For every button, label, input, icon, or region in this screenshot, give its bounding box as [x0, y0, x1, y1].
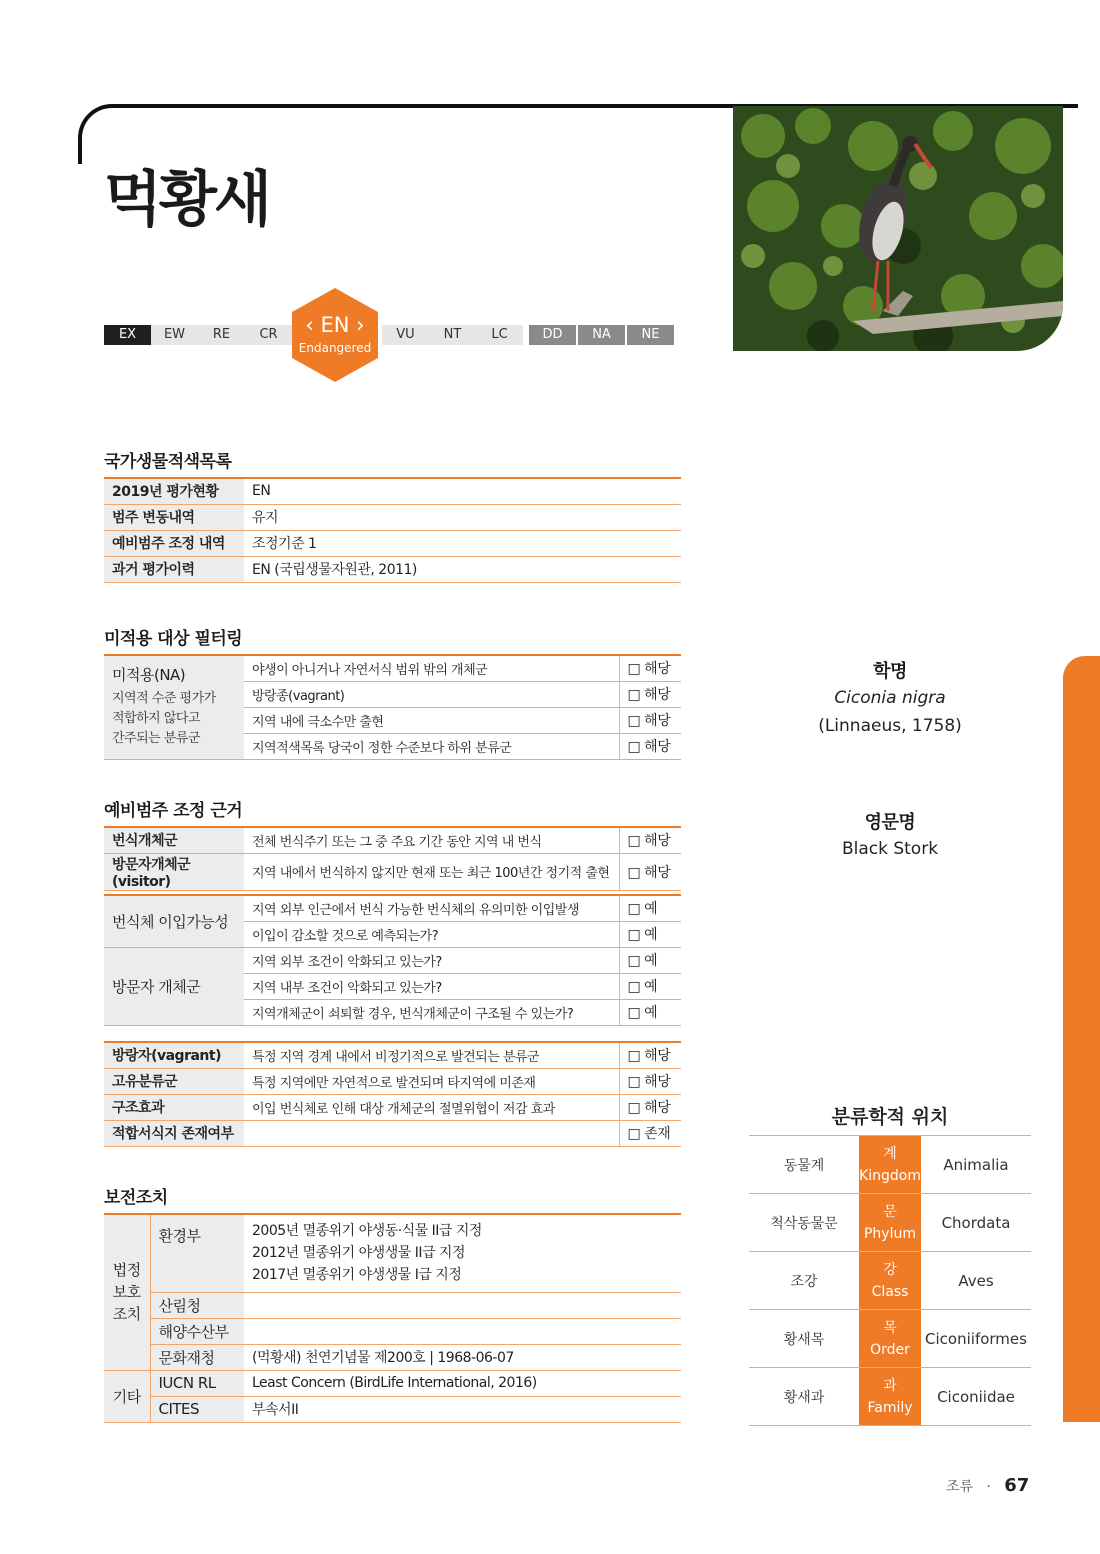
- rank-ko: 강: [883, 1261, 897, 1278]
- scientific-author: (Linnaeus, 1758): [818, 716, 962, 736]
- adjust-heading: 예비범주 조정 근거: [104, 801, 243, 821]
- na-label-cell: [104, 655, 244, 759]
- taxon-name: Ciconiiformes: [925, 1329, 1027, 1348]
- row-text: 전체 번식주기 또는 그 중 주요 기간 동안 지역 내 번식: [244, 827, 619, 853]
- checkbox-haedang[interactable]: □ 해당: [619, 1094, 681, 1120]
- rank-en: Kingdom: [859, 1167, 921, 1184]
- iucn-value: Least Concern (BirdLife International, 2016): [244, 1370, 681, 1396]
- adjust-table-1: [104, 826, 681, 891]
- rank-ko: 계: [883, 1145, 897, 1162]
- checkbox-jonjae[interactable]: □ 존재: [619, 1120, 681, 1146]
- forest-label: 산림청: [150, 1292, 244, 1318]
- table-row: [104, 895, 681, 921]
- row-text: 야생이 아니거나 자연서식 범위 밖의 개체군: [244, 655, 619, 681]
- taxonomy-row-kingdom: [749, 1136, 1031, 1194]
- category-ew: EW: [151, 325, 198, 345]
- na-sublabel: 지역적 수준 평가가: [112, 691, 216, 706]
- row-label: 방랑자(vagrant): [104, 1042, 244, 1068]
- row-text: 지역적색목록 당국이 정한 수준보다 하위 분류군: [244, 733, 619, 759]
- row-text: 이입 번식체로 인해 대상 개체군의 절멸위협이 저감 효과: [244, 1094, 619, 1120]
- row-text: [244, 1120, 619, 1146]
- category-dd: DD: [529, 325, 576, 345]
- national-redlist-heading: 국가생물적색목록: [104, 452, 232, 472]
- taxonomy-row-phylum: [749, 1194, 1031, 1252]
- na-sublabel: 적합하지 않다고: [112, 711, 201, 726]
- table-row: [104, 827, 681, 853]
- env-value: [244, 1214, 681, 1292]
- english-heading: 영문명: [864, 812, 916, 833]
- table-row: [104, 530, 681, 556]
- checkbox-ye[interactable]: □ 예: [619, 921, 681, 947]
- table-row: [104, 478, 681, 504]
- checkbox-haedang[interactable]: □ 해당: [619, 681, 681, 707]
- en-badge-label: ‹ EN ›: [305, 313, 365, 337]
- taxon-name: Ciconiidae: [937, 1387, 1015, 1406]
- table-row: [104, 1292, 681, 1318]
- english-name: Black Stork: [841, 839, 939, 859]
- category-lc: LC: [476, 325, 523, 345]
- row-label: 방문자개체군(visitor): [104, 853, 244, 890]
- env-line: 2017년 멸종위기 야생생물 I급 지정: [252, 1267, 462, 1284]
- legal-label: 보호: [112, 1283, 141, 1302]
- row-text: 특정 지역 경계 내에서 비정기적으로 발견되는 분류군: [244, 1042, 619, 1068]
- national-redlist-table: [104, 477, 681, 583]
- en-badge-full: Endangered: [298, 341, 372, 355]
- taxonomy-heading: 분류학적 위치: [831, 1106, 949, 1128]
- checkbox-ye[interactable]: □ 예: [619, 973, 681, 999]
- taxon-ko: 조강: [790, 1273, 818, 1290]
- row-text: 이입이 감소할 것으로 예측되는가?: [244, 921, 619, 947]
- conservation-heading: 보전조치: [104, 1188, 168, 1208]
- checkbox-haedang[interactable]: □ 해당: [619, 1042, 681, 1068]
- category-ex: EX: [104, 325, 151, 345]
- rank-cell: [859, 1310, 921, 1367]
- rank-cell: [859, 1252, 921, 1309]
- rank-ko: 문: [883, 1203, 897, 1220]
- table-row: [104, 1120, 681, 1146]
- table-row: [104, 1396, 681, 1422]
- cites-value: 부속서II: [244, 1396, 681, 1422]
- immigration-label: 번식체 이입가능성: [104, 895, 244, 947]
- table-row: [104, 504, 681, 530]
- taxonomy-row-family: [749, 1368, 1031, 1426]
- legal-label-cell: [104, 1214, 150, 1370]
- legal-label: 법정: [112, 1261, 141, 1280]
- ocean-value: [244, 1318, 681, 1344]
- rank-ko: 과: [883, 1377, 897, 1394]
- rank-en: Family: [867, 1399, 913, 1416]
- row-label: 과거 평가이력: [104, 556, 244, 582]
- conservation-table: [104, 1213, 681, 1423]
- row-label: 2019년 평가현황: [104, 478, 244, 504]
- adjust-table-3: [104, 1041, 681, 1147]
- taxon-name: Chordata: [941, 1213, 1011, 1232]
- scientific-heading: 학명: [873, 661, 907, 682]
- row-text: 방랑종(vagrant): [244, 681, 619, 707]
- table-row: [104, 556, 681, 582]
- row-label: 예비범주 조정 내역: [104, 530, 244, 556]
- rank-en: Class: [871, 1283, 909, 1300]
- row-text: 지역 내부 조건이 악화되고 있는가?: [244, 973, 619, 999]
- na-sublabel: 간주되는 분류군: [112, 731, 201, 746]
- na-filter-heading: 미적용 대상 필터링: [104, 629, 243, 649]
- category-nt: NT: [429, 325, 476, 345]
- category-re: RE: [198, 325, 245, 345]
- other-label: 기타: [104, 1370, 150, 1422]
- taxonomy-row-order: [749, 1310, 1031, 1368]
- row-label: 구조효과: [104, 1094, 244, 1120]
- category-vu: VU: [382, 325, 429, 345]
- row-value: EN (국립생물자원관, 2011): [244, 556, 681, 582]
- checkbox-haedang[interactable]: □ 해당: [619, 733, 681, 759]
- taxon-ko: 황새목: [783, 1331, 825, 1348]
- en-badge-code: EN: [320, 313, 350, 337]
- page-footer: [946, 1475, 1029, 1496]
- category-ne: NE: [627, 325, 674, 345]
- checkbox-haedang[interactable]: □ 해당: [619, 1068, 681, 1094]
- rank-cell: [859, 1136, 921, 1193]
- checkbox-ye[interactable]: □ 예: [619, 947, 681, 973]
- row-label: 번식개체군: [104, 827, 244, 853]
- rank-cell: [859, 1194, 921, 1251]
- row-text: 지역 내에서 번식하지 않지만 현재 또는 최근 100년간 정기적 출현: [244, 853, 619, 890]
- table-row: [104, 1042, 681, 1068]
- rank-en: Phylum: [863, 1225, 916, 1242]
- culture-value: (먹황새) 천연기념물 제200호 | 1968-06-07: [244, 1344, 681, 1370]
- taxon-ko: 황새과: [783, 1389, 825, 1406]
- taxonomy-row-class: [749, 1252, 1031, 1310]
- bird-photo-illustration: [733, 106, 1063, 351]
- table-row: [104, 1068, 681, 1094]
- taxon-ko: 척삭동물문: [770, 1215, 838, 1232]
- culture-label: 문화재청: [150, 1344, 244, 1370]
- row-text: 지역 외부 인근에서 번식 가능한 번식체의 유의미한 이입발생: [244, 895, 619, 921]
- env-line: 2005년 멸종위기 야생동·식물 II급 지정: [252, 1223, 482, 1240]
- table-row: [104, 1214, 681, 1292]
- cites-label: CITES: [150, 1396, 244, 1422]
- page-title: 먹황새: [104, 165, 269, 235]
- visitor-label: 방문자 개체군: [104, 947, 244, 1025]
- table-row: [104, 1370, 681, 1396]
- row-label: 적합서식지 존재여부: [104, 1120, 244, 1146]
- env-line: 2012년 멸종위기 야생생물 II급 지정: [252, 1245, 465, 1262]
- row-text: 특정 지역에만 자연적으로 발견되며 타지역에 미존재: [244, 1068, 619, 1094]
- na-filter-table: [104, 654, 681, 760]
- legal-label: 조치: [112, 1305, 141, 1324]
- footer-section: 조류: [946, 1479, 974, 1495]
- table-row: [104, 853, 681, 890]
- table-row: [104, 1344, 681, 1370]
- checkbox-haedang[interactable]: □ 해당: [619, 827, 681, 853]
- na-label: 미적용(NA): [112, 666, 186, 684]
- side-tab: [1063, 656, 1100, 1422]
- taxon-name: Animalia: [943, 1155, 1009, 1174]
- category-bar: [104, 325, 676, 345]
- table-row: [104, 947, 681, 973]
- species-photo: [733, 106, 1063, 351]
- row-value: EN: [244, 478, 681, 504]
- row-label: 고유분류군: [104, 1068, 244, 1094]
- table-row: [104, 1094, 681, 1120]
- forest-value: [244, 1292, 681, 1318]
- adjust-table-2: [104, 894, 681, 1026]
- checkbox-haedang[interactable]: □ 해당: [619, 853, 681, 890]
- row-text: 지역개체군이 쇠퇴할 경우, 번식개체군이 구조될 수 있는가?: [244, 999, 619, 1025]
- taxonomy-table: [749, 1135, 1031, 1426]
- checkbox-haedang[interactable]: □ 해당: [619, 707, 681, 733]
- taxon-ko: 동물계: [783, 1157, 825, 1174]
- checkbox-ye[interactable]: □ 예: [619, 895, 681, 921]
- table-row: [104, 655, 681, 681]
- checkbox-ye[interactable]: □ 예: [619, 999, 681, 1025]
- rank-en: Order: [870, 1341, 910, 1358]
- env-label: 환경부: [150, 1214, 244, 1292]
- row-value: 조정기준 1: [244, 530, 681, 556]
- row-label: 범주 변동내역: [104, 504, 244, 530]
- row-value: 유지: [244, 504, 681, 530]
- page-number: 67: [1004, 1475, 1030, 1496]
- rank-ko: 목: [883, 1319, 897, 1336]
- ocean-label: 해양수산부: [150, 1318, 244, 1344]
- iucn-label: IUCN RL: [150, 1370, 244, 1396]
- footer-separator: ·: [986, 1479, 991, 1495]
- taxon-name: Aves: [958, 1271, 994, 1290]
- rank-cell: [859, 1368, 921, 1425]
- table-row: [104, 1318, 681, 1344]
- row-text: 지역 외부 조건이 악화되고 있는가?: [244, 947, 619, 973]
- row-text: 지역 내에 극소수만 출현: [244, 707, 619, 733]
- category-na: NA: [578, 325, 625, 345]
- scientific-name: Ciconia nigra: [834, 688, 946, 708]
- checkbox-haedang[interactable]: □ 해당: [619, 655, 681, 681]
- category-cr: CR: [245, 325, 292, 345]
